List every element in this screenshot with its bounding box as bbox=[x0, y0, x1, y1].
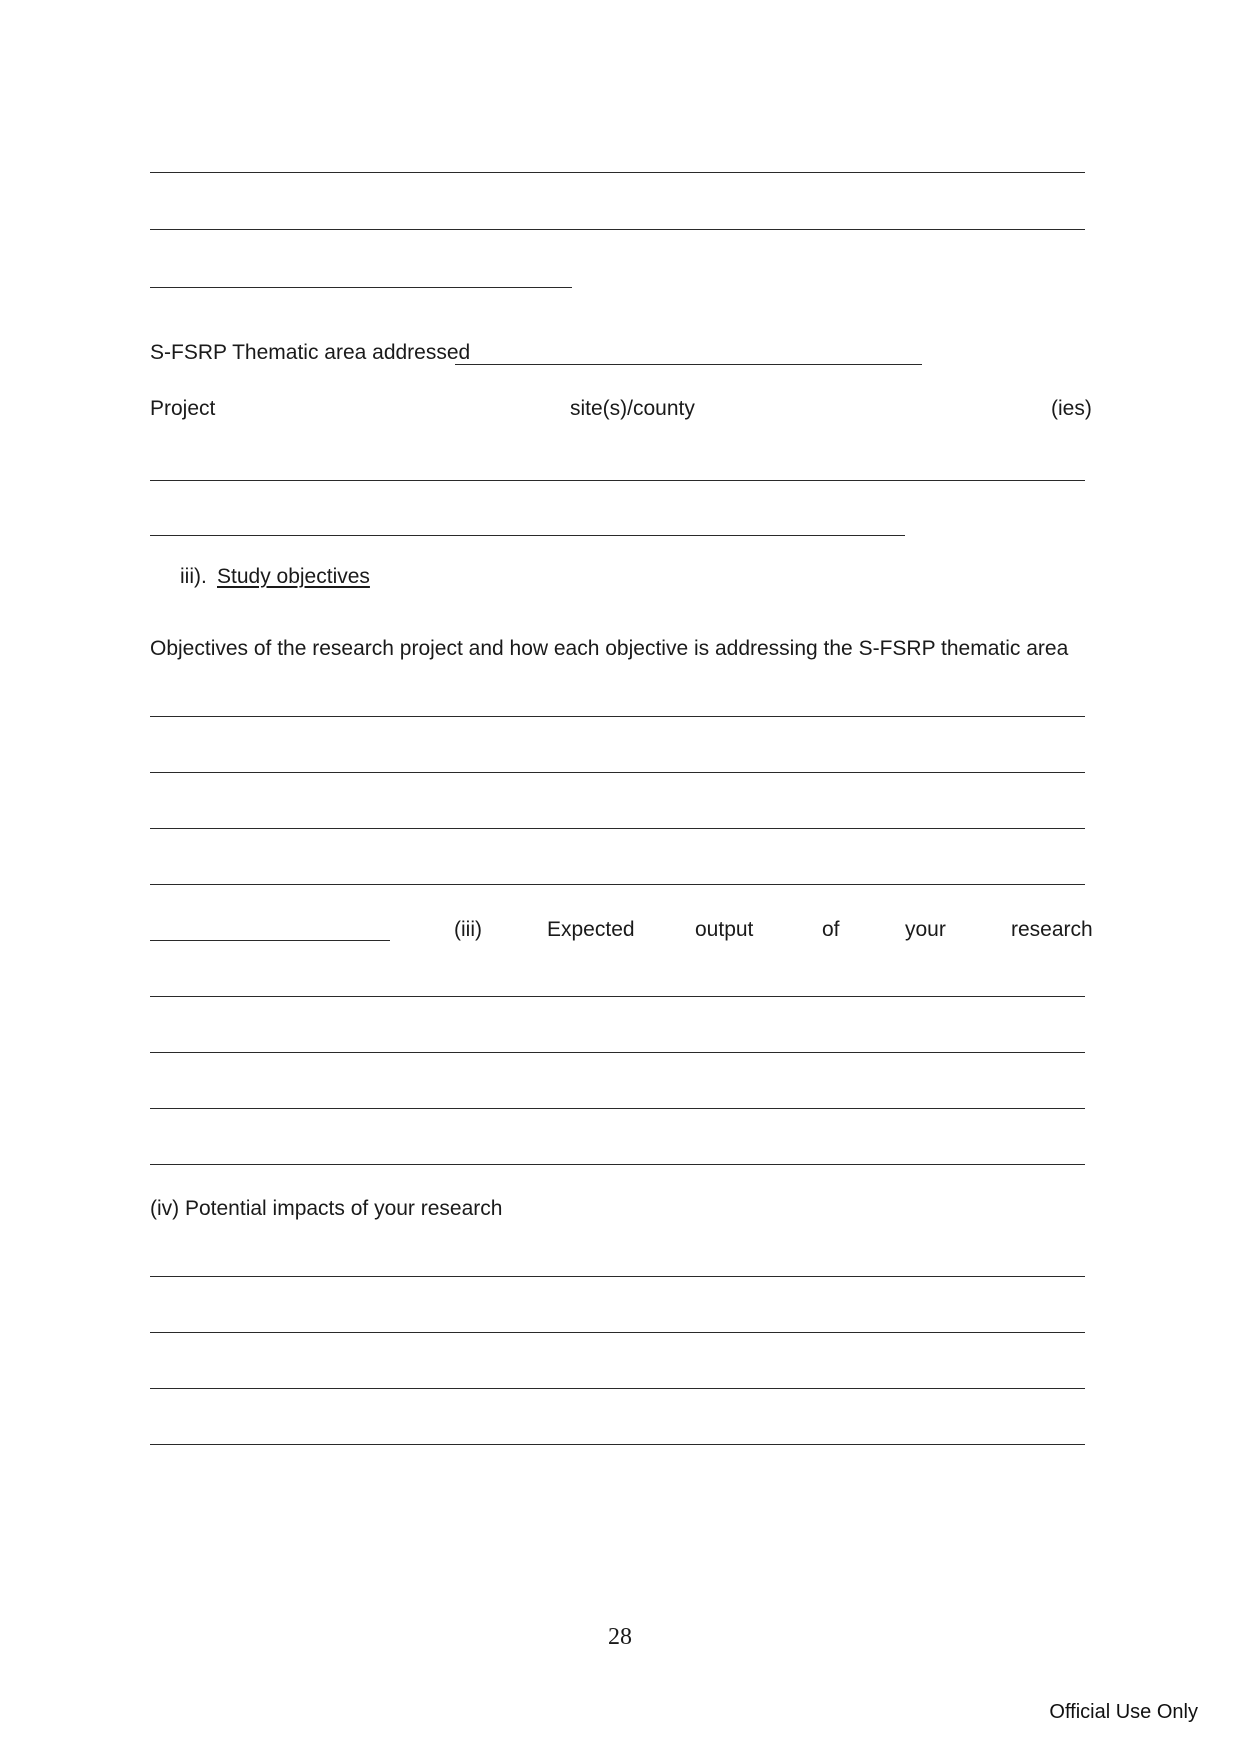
section-number: iii). bbox=[180, 565, 207, 588]
answer-line[interactable] bbox=[150, 1164, 1085, 1165]
expected-output-word: Expected bbox=[547, 918, 635, 941]
answer-line[interactable] bbox=[150, 1444, 1085, 1445]
answer-line[interactable] bbox=[150, 1332, 1085, 1333]
thematic-area-blank[interactable] bbox=[455, 364, 922, 365]
answer-line[interactable] bbox=[150, 480, 1085, 481]
answer-line[interactable] bbox=[150, 172, 1085, 173]
answer-line[interactable] bbox=[150, 1052, 1085, 1053]
project-sites-word: site(s)/county bbox=[570, 397, 695, 420]
expected-output-word: your bbox=[905, 918, 946, 941]
answer-line[interactable] bbox=[150, 716, 1085, 717]
answer-line[interactable] bbox=[150, 940, 390, 941]
answer-line[interactable] bbox=[150, 535, 905, 536]
page-number: 28 bbox=[608, 1624, 632, 1650]
answer-line[interactable] bbox=[150, 1108, 1085, 1109]
classification-label: Official Use Only bbox=[1049, 1701, 1198, 1723]
objectives-prompt: Objectives of the research project and how each objective is addressing the S-FSRP thematic area bbox=[150, 637, 1069, 660]
project-sites-word: Project bbox=[150, 397, 216, 420]
expected-output-word: output bbox=[695, 918, 754, 941]
answer-line[interactable] bbox=[150, 772, 1085, 773]
expected-output-word: research bbox=[1011, 918, 1093, 941]
project-sites-word: (ies) bbox=[1051, 397, 1092, 420]
answer-line[interactable] bbox=[150, 828, 1085, 829]
potential-impacts-heading: (iv) Potential impacts of your research bbox=[150, 1197, 503, 1220]
answer-line[interactable] bbox=[150, 1276, 1085, 1277]
expected-output-word: (iii) bbox=[454, 918, 482, 941]
section-heading: Study objectives bbox=[217, 565, 370, 588]
expected-output-word: of bbox=[822, 918, 840, 941]
answer-line[interactable] bbox=[150, 1388, 1085, 1389]
answer-line[interactable] bbox=[150, 229, 1085, 230]
answer-line[interactable] bbox=[150, 996, 1085, 997]
answer-line[interactable] bbox=[150, 884, 1085, 885]
thematic-area-label: S-FSRP Thematic area addressed bbox=[150, 341, 471, 364]
answer-line[interactable] bbox=[150, 287, 572, 288]
